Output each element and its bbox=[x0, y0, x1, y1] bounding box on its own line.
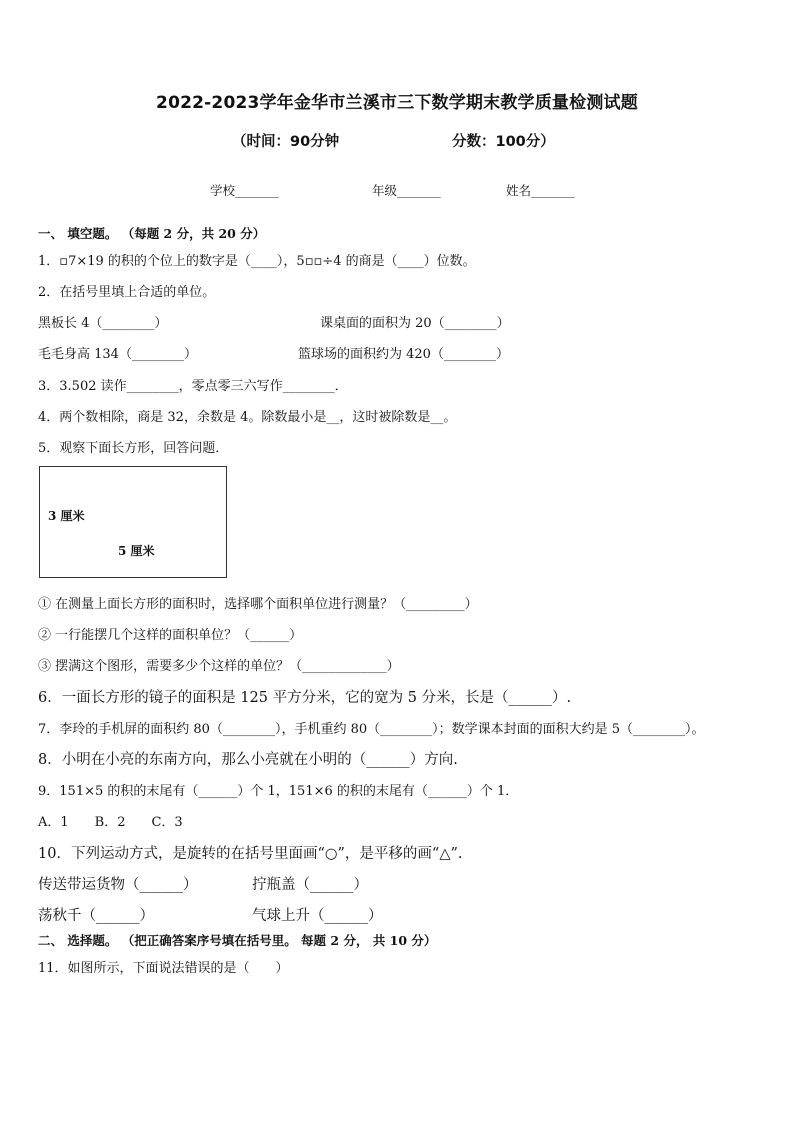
question-10c: 荡秋千（______） bbox=[38, 908, 154, 924]
question-11: 11．如图所示，下面说法错误的是（ ） bbox=[38, 961, 289, 976]
question-10a: 传送带运货物（______） bbox=[38, 877, 198, 893]
name-field: 姓名_______ bbox=[506, 183, 575, 198]
question-9: 9．151×5 的积的末尾有（______）个 1，151×6 的积的末尾有（______）个 1． bbox=[38, 784, 519, 799]
question-5a: ① 在测量上面长方形的面积时，选择哪个面积单位进行测量？（_________） bbox=[38, 597, 478, 612]
question-2b: 课桌面的面积为 20（________） bbox=[320, 316, 510, 331]
question-2c: 毛毛身高 134（________） bbox=[38, 347, 197, 362]
rectangle-width-label: 5 厘米 bbox=[118, 544, 155, 558]
grade-field: 年级_______ bbox=[372, 183, 441, 198]
section-2-heading: 二、 选择题。 （把正确答案序号填在括号里。 每题 2 分， 共 10 分） bbox=[38, 933, 437, 948]
question-6: 6．一面长方形的镜子的面积是 125 平方分米，它的宽为 5 分米，长是（______）. bbox=[38, 690, 572, 706]
question-8: 8．小明在小亮的东南方向，那么小亮就在小明的（______）方向. bbox=[38, 752, 458, 768]
rectangle-height-label: 3 厘米 bbox=[48, 509, 85, 523]
exam-time: （时间：90分钟 bbox=[232, 134, 340, 150]
question-2a: 黑板长 4（________） bbox=[38, 316, 168, 331]
question-5c: ③ 摆满这个图形，需要多少个这样的单位？（_____________） bbox=[38, 659, 400, 674]
question-10: 10．下列运动方式，是旋转的在括号里面画“○”，是平移的画“△”. bbox=[38, 846, 463, 862]
question-1: 1．▫7×19 的积的个位上的数字是（____），5▫▫÷4 的商是（____）位数。 bbox=[38, 254, 476, 269]
section-1-heading: 一、 填空题。 （每题 2 分，共 20 分） bbox=[38, 226, 266, 241]
question-5b: ② 一行能摆几个这样的面积单位？（______） bbox=[38, 628, 303, 643]
question-9-options: A．1 B．2 C．3 bbox=[38, 815, 183, 830]
rectangle-figure bbox=[39, 466, 227, 578]
page-title: 2022-2023学年金华市兰溪市三下数学期末教学质量检测试题 bbox=[156, 93, 638, 113]
question-5: 5．观察下面长方形，回答问题． bbox=[38, 441, 229, 456]
question-10d: 气球上升（______） bbox=[252, 908, 383, 924]
question-4: 4．两个数相除，商是 32，余数是 4。除数最小是__，这时被除数是__。 bbox=[38, 410, 457, 425]
question-2: 2．在括号里填上合适的单位。 bbox=[38, 285, 216, 300]
question-7: 7．李玲的手机屏的面积约 80（________），手机重约 80（________）；数学课本封面的面积大约是 5（________）。 bbox=[38, 722, 705, 737]
question-2d: 篮球场的面积约为 420（________） bbox=[298, 347, 509, 362]
exam-score: 分数：100分） bbox=[452, 134, 555, 150]
question-3: 3．3.502 读作________，零点零三六写作________． bbox=[38, 379, 348, 394]
school-field: 学校_______ bbox=[210, 183, 279, 198]
question-10b: 拧瓶盖（______） bbox=[252, 877, 368, 893]
